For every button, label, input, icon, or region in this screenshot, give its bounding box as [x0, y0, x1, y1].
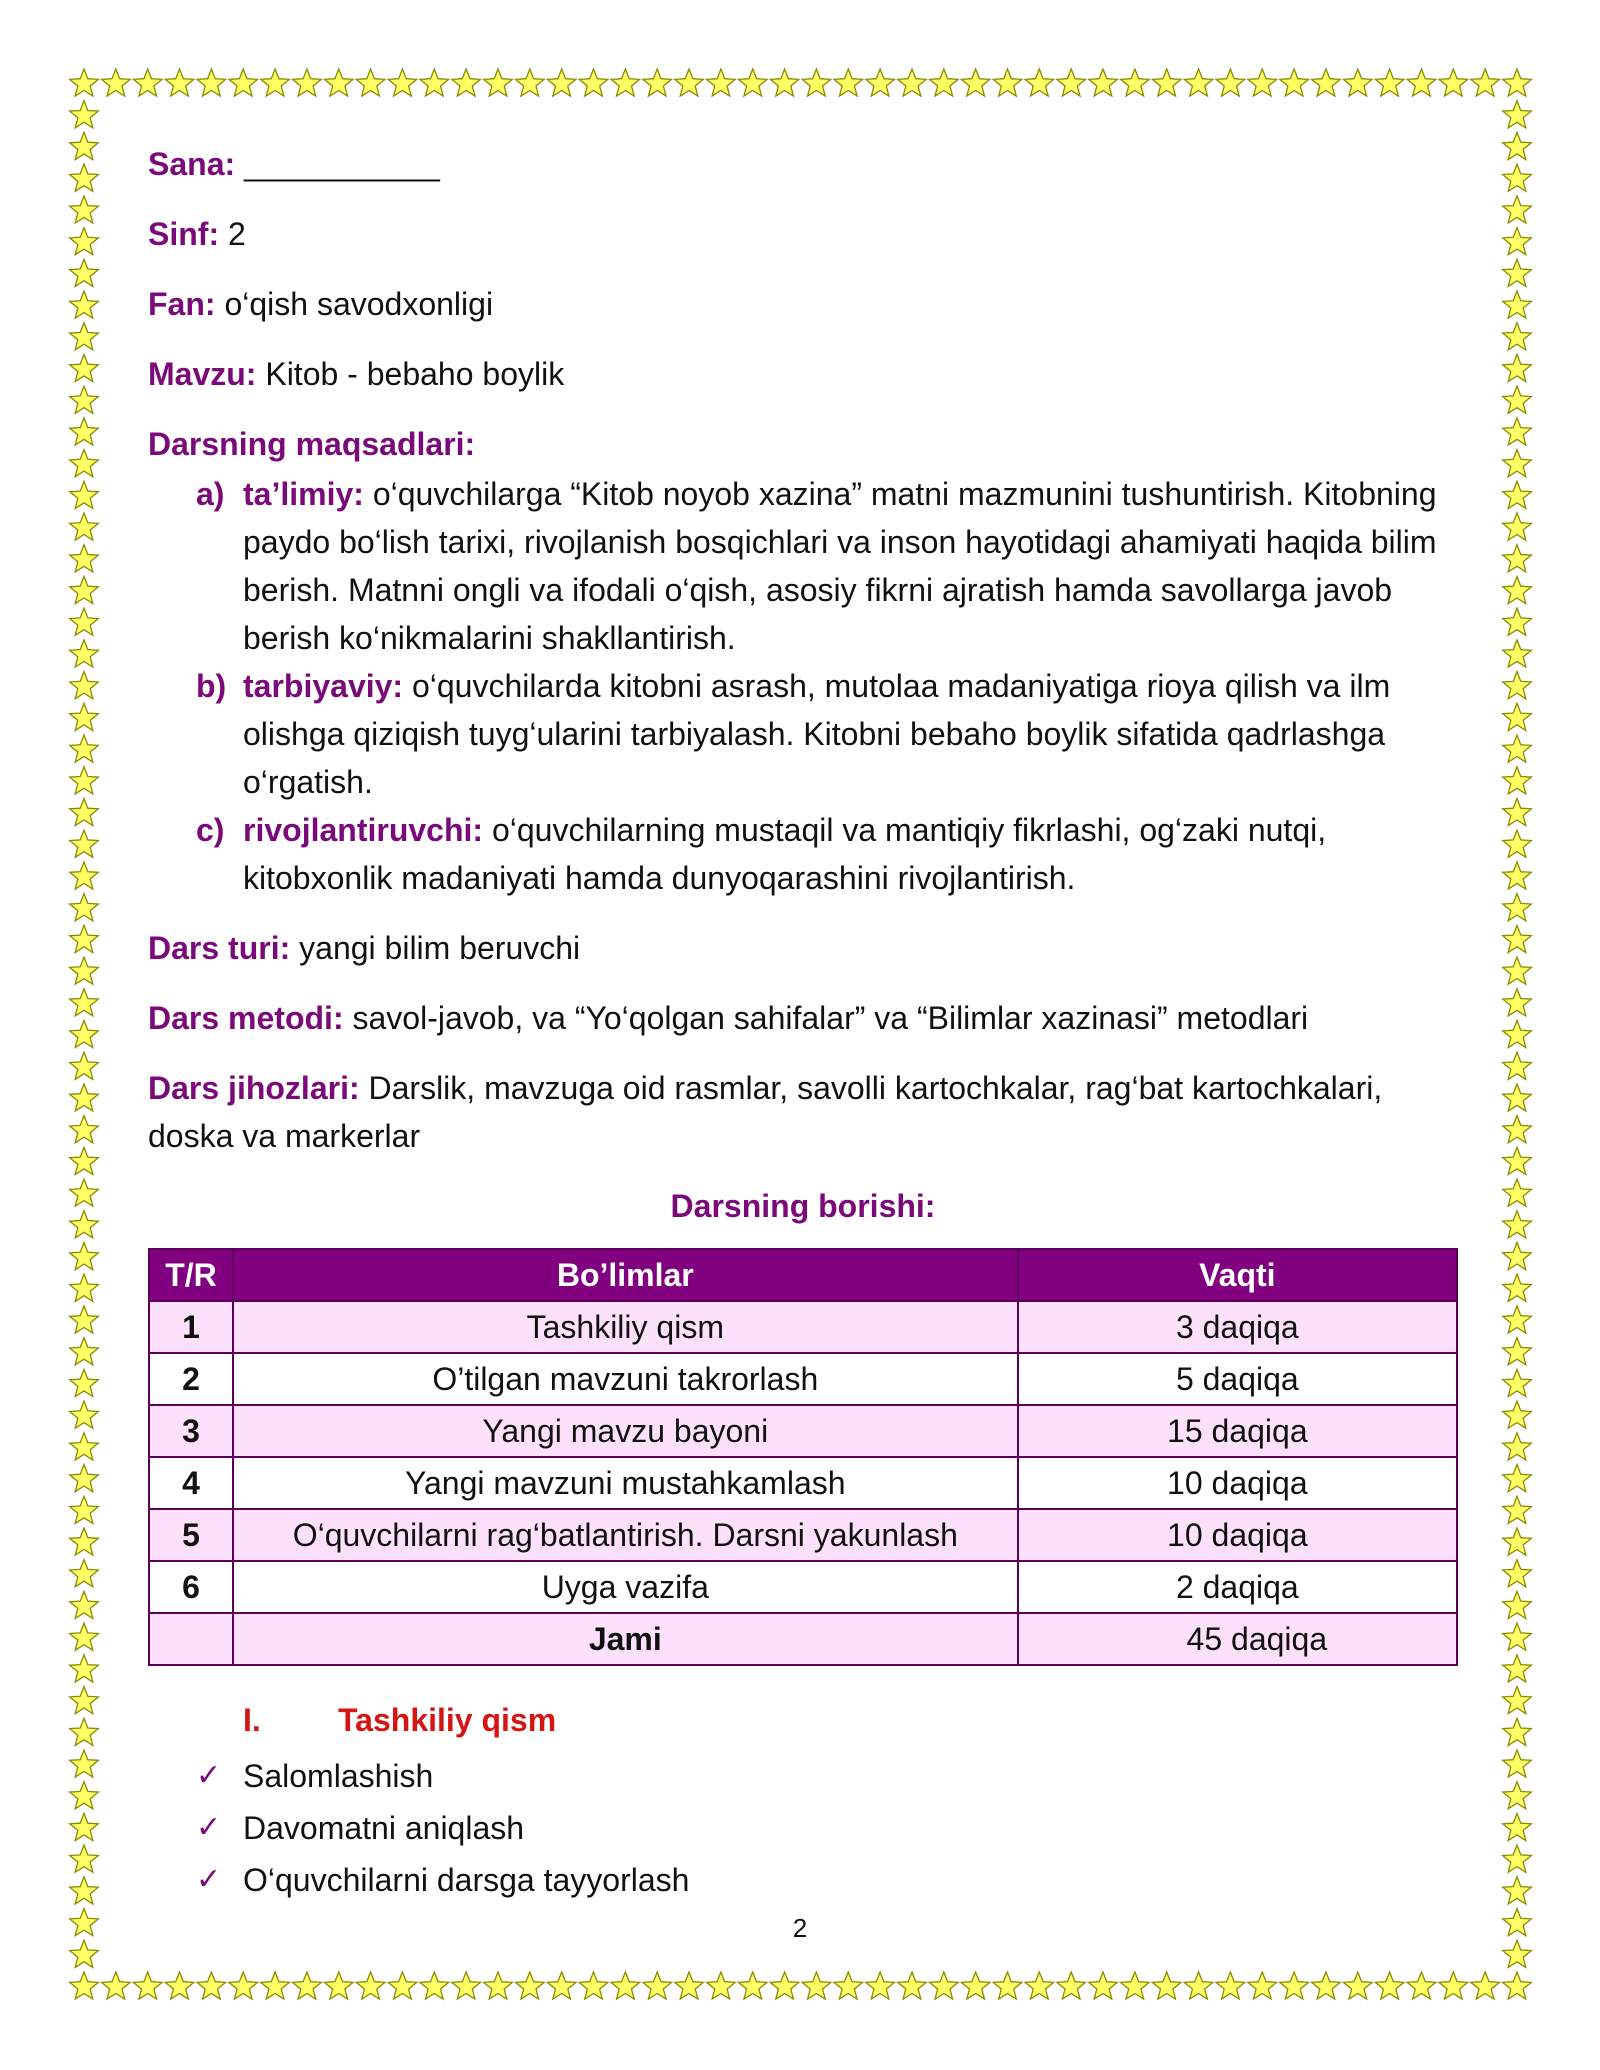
star-icon [1503, 1369, 1532, 1396]
star-icon [229, 69, 258, 96]
star-icon [70, 1274, 99, 1301]
row-number: 1 [149, 1301, 233, 1353]
goal-text: o‘quvchilarga “Kitob noyob xazina” matni mazmunini tushuntirish. Kitobning paydo bo‘lish tarixi, rivojlanish bosqichlari va inson hayotidagi ahamiyati haqida bilim berish. Matnni ongli va ifodali o‘qish, asosiy fikrni ajratish hamda savollarga javob berish ko‘nikmalarini shakllantirish. [243, 476, 1437, 656]
star-icon [197, 69, 226, 96]
column-header-time: Vaqti [1018, 1249, 1457, 1301]
star-icon [1439, 69, 1468, 96]
star-icon [1471, 69, 1500, 96]
star-icon [898, 1972, 927, 1999]
star-icon [70, 1243, 99, 1270]
star-icon [1503, 640, 1532, 667]
star-icon [1503, 1401, 1532, 1428]
star-icon [1344, 69, 1373, 96]
goal-label: rivojlantiruvchi: [243, 812, 484, 848]
star-icon [834, 69, 863, 96]
star-icon [70, 1813, 99, 1840]
star-icon [1503, 545, 1532, 572]
topic-value: Kitob - bebaho boylik [265, 356, 565, 392]
star-icon [1503, 1528, 1532, 1555]
star-icon [611, 1972, 640, 1999]
star-icon [1503, 577, 1532, 604]
star-icon [70, 69, 99, 96]
star-icon [1503, 450, 1532, 477]
star-icon [1503, 830, 1532, 857]
table-row [149, 1509, 1457, 1561]
row-number: 5 [149, 1509, 233, 1561]
goal-letter: c) [196, 812, 225, 848]
star-icon [547, 1972, 576, 1999]
star-icon [1312, 69, 1341, 96]
star-icon [1503, 1243, 1532, 1270]
row-time: 10 daqiqa [1018, 1457, 1457, 1509]
star-icon [1503, 1116, 1532, 1143]
table-row [149, 1301, 1457, 1353]
star-icon [1503, 1845, 1532, 1872]
star-icon [643, 69, 672, 96]
total-label: Jami [233, 1613, 1018, 1665]
star-icon [1503, 1623, 1532, 1650]
star-icon [930, 69, 959, 96]
section-roman: I. [243, 1702, 261, 1738]
star-icon [1471, 1972, 1500, 1999]
checklist [148, 1750, 1458, 1906]
star-icon [293, 1972, 322, 1999]
star-icon [1503, 1147, 1532, 1174]
star-icon [388, 69, 417, 96]
table-total-row [149, 1613, 1457, 1665]
star-icon [420, 1972, 449, 1999]
star-icon [1152, 69, 1181, 96]
section-heading [243, 1696, 1458, 1744]
star-icon [70, 513, 99, 540]
star-icon [102, 1972, 131, 1999]
star-icon [1503, 1052, 1532, 1079]
subject-label: Fan: [148, 286, 216, 322]
star-icon [1503, 1179, 1532, 1206]
checkmark-icon: ✓ [196, 1759, 222, 1792]
star-icon [70, 1623, 99, 1650]
star-icon [70, 1528, 99, 1555]
star-icon [70, 1750, 99, 1777]
star-icon [579, 1972, 608, 1999]
star-icon [1503, 989, 1532, 1016]
star-icon [1503, 1940, 1532, 1967]
goal-text: o‘quvchilarda kitobni asrash, mutolaa madaniyatiga rioya qilish va ilm olishga qiziqish tuyg‘ularini tarbiyalash. Kitobni bebaho boylik sifatida qadrlashga o‘rgatish. [243, 668, 1391, 800]
star-icon [452, 69, 481, 96]
star-icon [70, 1147, 99, 1174]
star-icon [1503, 1560, 1532, 1587]
star-icon [70, 1052, 99, 1079]
star-icon [1503, 1750, 1532, 1777]
star-icon [961, 69, 990, 96]
star-icon [70, 703, 99, 730]
column-header-sections: Bo’limlar [233, 1249, 1018, 1301]
star-icon [1503, 799, 1532, 826]
lesson-method-label: Dars metodi: [148, 1000, 344, 1036]
goal-developmental [148, 806, 1458, 902]
lesson-type-value: yangi bilim beruvchi [299, 930, 581, 966]
star-icon [70, 1655, 99, 1682]
star-icon [70, 291, 99, 318]
star-icon [547, 69, 576, 96]
star-icon [1503, 1591, 1532, 1618]
star-icon [1503, 1274, 1532, 1301]
star-icon [70, 323, 99, 350]
lesson-equipment-field [148, 1064, 1458, 1160]
star-icon [388, 1972, 417, 1999]
goal-label: tarbiyaviy: [243, 668, 404, 704]
star-icon [70, 481, 99, 508]
star-icon [261, 69, 290, 96]
star-icon [1503, 1718, 1532, 1745]
topic-label: Mavzu: [148, 356, 257, 392]
total-value: 45 daqiqa [1018, 1613, 1457, 1665]
goal-label: ta’limiy: [243, 476, 364, 512]
star-icon [70, 1718, 99, 1745]
star-icon [70, 1687, 99, 1714]
star-icon [739, 69, 768, 96]
star-icon [1503, 259, 1532, 286]
star-icon [1152, 1972, 1181, 1999]
star-icon [1503, 608, 1532, 635]
star-icon [70, 1211, 99, 1238]
star-icon [1503, 513, 1532, 540]
page-number: 2 [792, 1913, 808, 1943]
star-icon [1503, 894, 1532, 921]
subject-field [148, 280, 1458, 328]
star-icon [675, 69, 704, 96]
checkmark-icon: ✓ [196, 1863, 222, 1896]
star-icon [70, 989, 99, 1016]
star-icon [1503, 1655, 1532, 1682]
star-icon [1503, 354, 1532, 381]
star-icon [739, 1972, 768, 1999]
star-icon [70, 1401, 99, 1428]
star-icon [1503, 925, 1532, 952]
checklist-text: O‘quvchilarni darsga tayyorlash [243, 1862, 690, 1898]
row-number: 3 [149, 1405, 233, 1457]
star-icon [70, 1021, 99, 1048]
star-icon [834, 1972, 863, 1999]
star-icon [70, 830, 99, 857]
star-icon [1025, 69, 1054, 96]
class-value: 2 [227, 216, 246, 252]
star-icon [1503, 767, 1532, 794]
star-icon [70, 545, 99, 572]
star-icon [1089, 69, 1118, 96]
table-row [149, 1457, 1457, 1509]
date-label: Sana: [148, 146, 236, 182]
star-icon [70, 1782, 99, 1809]
section-title: Tashkiliy qism [338, 1702, 557, 1738]
goals-title: Darsning maqsadlari: [148, 426, 476, 462]
class-field [148, 210, 1458, 258]
star-icon [643, 1972, 672, 1999]
star-icon [1184, 1972, 1213, 1999]
star-icon [484, 69, 513, 96]
star-icon [516, 1972, 545, 1999]
star-icon [70, 1338, 99, 1365]
star-icon [165, 69, 194, 96]
row-time: 3 daqiqa [1018, 1301, 1457, 1353]
star-icon [1121, 69, 1150, 96]
lesson-type-label: Dars turi: [148, 930, 291, 966]
star-icon [611, 69, 640, 96]
star-icon [1248, 1972, 1277, 1999]
star-icon [1216, 69, 1245, 96]
star-icon [70, 259, 99, 286]
star-icon [70, 354, 99, 381]
star-icon [1503, 703, 1532, 730]
star-icon [70, 1877, 99, 1904]
star-icon [70, 1084, 99, 1111]
table-row [149, 1561, 1457, 1613]
star-icon [70, 1465, 99, 1492]
star-icon [1503, 1782, 1532, 1809]
star-icon [452, 1972, 481, 1999]
star-icon [898, 69, 927, 96]
star-icon [675, 1972, 704, 1999]
star-icon [70, 450, 99, 477]
star-icon [1280, 69, 1309, 96]
star-icon [70, 640, 99, 667]
star-icon [707, 1972, 736, 1999]
star-icon [70, 1940, 99, 1967]
star-icon [1503, 164, 1532, 191]
row-section: O‘quvchilarni rag‘batlantirish. Darsni yakunlash [233, 1509, 1018, 1561]
row-section: Yangi mavzu bayoni [233, 1405, 1018, 1457]
star-icon [1503, 672, 1532, 699]
goal-upbringing [148, 662, 1458, 806]
star-icon [1503, 481, 1532, 508]
star-icon [1503, 1877, 1532, 1904]
row-number: 2 [149, 1353, 233, 1405]
star-icon [70, 132, 99, 159]
star-icon [293, 69, 322, 96]
goal-letter: b) [196, 668, 227, 704]
star-icon [1503, 418, 1532, 445]
star-icon [1503, 1687, 1532, 1714]
row-section: Tashkiliy qism [233, 1301, 1018, 1353]
star-icon [1248, 69, 1277, 96]
star-icon [1503, 132, 1532, 159]
subject-value: o‘qish savodxonligi [224, 286, 494, 322]
star-icon [1089, 1972, 1118, 1999]
goal-letter: a) [196, 476, 225, 512]
row-time: 2 daqiqa [1018, 1561, 1457, 1613]
star-icon [1503, 386, 1532, 413]
star-icon [70, 101, 99, 128]
star-icon [70, 735, 99, 762]
star-icon [356, 69, 385, 96]
star-icon [70, 386, 99, 413]
star-icon [1184, 69, 1213, 96]
star-icon [70, 799, 99, 826]
checklist-item [148, 1854, 1458, 1906]
star-icon [802, 1972, 831, 1999]
star-icon [516, 69, 545, 96]
star-icon [1407, 1972, 1436, 1999]
star-icon [1375, 1972, 1404, 1999]
star-icon [197, 1972, 226, 1999]
star-icon [802, 69, 831, 96]
star-icon [70, 608, 99, 635]
star-icon [484, 1972, 513, 1999]
star-icon [70, 1845, 99, 1872]
star-icon [1503, 1306, 1532, 1333]
star-icon [70, 767, 99, 794]
star-icon [1503, 1496, 1532, 1523]
table-row [149, 1405, 1457, 1457]
date-value: ___________ [244, 146, 440, 182]
star-icon [1280, 1972, 1309, 1999]
star-icon [1503, 228, 1532, 255]
table-row [149, 1353, 1457, 1405]
star-icon [1121, 1972, 1150, 1999]
star-icon [1375, 69, 1404, 96]
star-icon [1503, 1084, 1532, 1111]
lesson-type-field [148, 924, 1458, 972]
star-icon [993, 69, 1022, 96]
star-icon [1503, 101, 1532, 128]
topic-field [148, 350, 1458, 398]
row-section: O’tilgan mavzuni takrorlash [233, 1353, 1018, 1405]
star-icon [1503, 862, 1532, 889]
star-icon [70, 894, 99, 921]
star-icon [70, 1369, 99, 1396]
star-icon [707, 69, 736, 96]
class-label: Sinf: [148, 216, 220, 252]
star-icon [961, 1972, 990, 1999]
checkmark-icon: ✓ [196, 1811, 222, 1844]
star-icon [930, 1972, 959, 1999]
row-time: 10 daqiqa [1018, 1509, 1457, 1561]
star-icon [1503, 735, 1532, 762]
star-icon [70, 672, 99, 699]
star-icon [1503, 1211, 1532, 1238]
lesson-method-value: savol-javob, va “Yo‘qolgan sahifalar” va “Bilimlar xazinasi” metodlari [352, 1000, 1309, 1036]
star-icon [770, 1972, 799, 1999]
lesson-equipment-label: Dars jihozlari: [148, 1070, 360, 1106]
progress-table [148, 1248, 1458, 1666]
star-icon [579, 69, 608, 96]
goal-educational [148, 470, 1458, 662]
star-icon [102, 69, 131, 96]
star-icon [1025, 1972, 1054, 1999]
star-icon [1312, 1972, 1341, 1999]
star-icon [70, 1972, 99, 1999]
star-icon [70, 1179, 99, 1206]
total-number [149, 1613, 233, 1665]
star-icon [1503, 323, 1532, 350]
star-icon [70, 1591, 99, 1618]
row-number: 4 [149, 1457, 233, 1509]
star-icon [356, 1972, 385, 1999]
star-icon [1057, 69, 1086, 96]
star-icon [1503, 1465, 1532, 1492]
star-icon [866, 1972, 895, 1999]
star-icon [1503, 1972, 1532, 1999]
star-icon [70, 577, 99, 604]
star-icon [70, 925, 99, 952]
lesson-equipment-value: Darslik, mavzuga oid rasmlar, savolli kartochkalar, rag‘bat kartochkalari, doska va markerlar [148, 1070, 1383, 1154]
star-icon [1503, 69, 1532, 96]
star-icon [1503, 291, 1532, 318]
lesson-method-field [148, 994, 1458, 1042]
progress-title: Darsning borishi: [670, 1188, 936, 1224]
star-icon [70, 164, 99, 191]
star-icon [70, 1496, 99, 1523]
row-section: Yangi mavzuni mustahkamlash [233, 1457, 1018, 1509]
star-icon [70, 1306, 99, 1333]
lesson-plan [148, 140, 1458, 1906]
row-section: Uyga vazifa [233, 1561, 1018, 1613]
checklist-text: Davomatni aniqlash [243, 1810, 525, 1846]
star-icon [770, 69, 799, 96]
star-icon [1407, 69, 1436, 96]
star-icon [133, 1972, 162, 1999]
goal-text: o‘quvchilarning mustaqil va mantiqiy fikrlashi, og‘zaki nutqi, kitobxonlik madaniyati hamda dunyoqarashini rivojlantirish. [243, 812, 1327, 896]
star-icon [1216, 1972, 1245, 1999]
row-time: 15 daqiqa [1018, 1405, 1457, 1457]
star-icon [70, 418, 99, 445]
star-icon [70, 1433, 99, 1460]
star-icon [1503, 1338, 1532, 1365]
star-icon [325, 69, 354, 96]
star-icon [1057, 1972, 1086, 1999]
row-number: 6 [149, 1561, 233, 1613]
checklist-item [148, 1802, 1458, 1854]
star-icon [261, 1972, 290, 1999]
star-icon [70, 957, 99, 984]
table-header-row [149, 1249, 1457, 1301]
star-icon [325, 1972, 354, 1999]
star-icon [1503, 957, 1532, 984]
star-icon [420, 69, 449, 96]
checklist-item [148, 1750, 1458, 1802]
star-icon [1439, 1972, 1468, 1999]
star-icon [70, 1116, 99, 1143]
star-icon [1503, 196, 1532, 223]
star-icon [229, 1972, 258, 1999]
star-icon [70, 862, 99, 889]
checklist-text: Salomlashish [243, 1758, 434, 1794]
star-icon [70, 196, 99, 223]
date-field [148, 140, 1458, 188]
star-icon [1503, 1433, 1532, 1460]
goals-list [148, 470, 1458, 902]
star-icon [165, 1972, 194, 1999]
star-icon [866, 69, 895, 96]
star-icon [70, 1560, 99, 1587]
star-icon [133, 69, 162, 96]
star-icon [70, 228, 99, 255]
row-time: 5 daqiqa [1018, 1353, 1457, 1405]
star-icon [1344, 1972, 1373, 1999]
star-icon [1503, 1021, 1532, 1048]
star-icon [1503, 1813, 1532, 1840]
column-header-number: T/R [149, 1249, 233, 1301]
star-icon [993, 1972, 1022, 1999]
